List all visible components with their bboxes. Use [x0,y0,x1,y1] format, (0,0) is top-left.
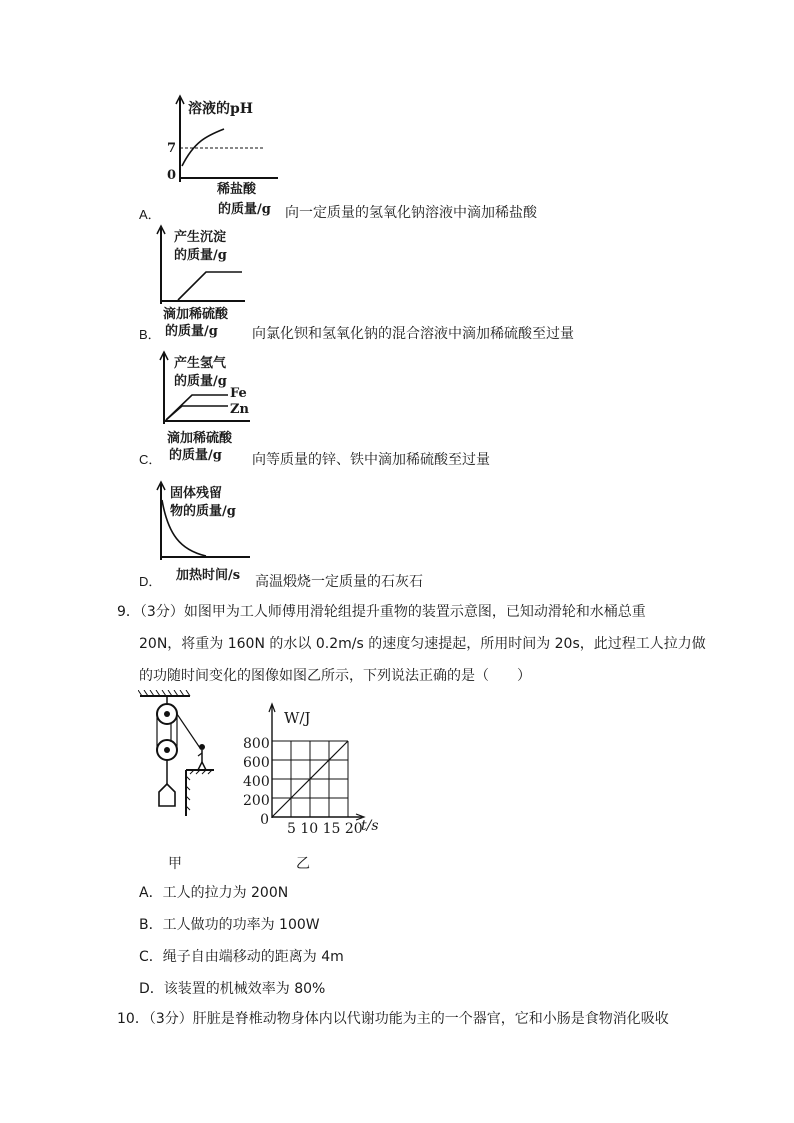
y-tick-600: 600 [243,755,270,771]
graph-c-x-label-2: 的质量/g [169,448,222,463]
graph-a-x-label-1: 稀盐酸 [217,182,257,197]
question-9-option-a: A．工人的拉力为 200N [139,885,289,901]
option-a-description: 向一定质量的氢氧化钠溶液中滴加稀盐酸 [285,205,537,221]
question-9-line-3: 的功随时间变化的图像如图乙所示，下列说法正确的是（ ） [139,668,531,684]
chart-x-axis-label: t/s [361,818,379,834]
chart-y-axis-label: W/J [284,709,311,727]
graph-b-x-label-2: 的质量/g [165,324,218,339]
graph-b-y-label-1: 产生沉淀 [174,230,227,245]
graph-d-x-label: 加热时间/s [176,568,241,583]
option-b-description: 向氯化钡和氢氧化钠的混合溶液中滴加稀硫酸至过量 [252,326,574,342]
figure-jia-label: 甲 [168,856,182,872]
question-10-line-1: 10．（3分）肝脏是脊椎动物身体内以代谢功能为主的一个器官，它和小肠是食物消化吸收 [117,1011,669,1027]
graph-a-y-label: 溶液的pH [188,101,254,117]
y-tick-200: 200 [243,793,270,809]
graph-c-curve-zn: Zn [230,402,249,417]
question-9-options [139,877,344,1005]
graph-c-y-label-2: 的质量/g [174,374,227,389]
option-c-description: 向等质量的锌、铁中滴加稀硫酸至过量 [252,452,490,468]
option-d-letter: D． [139,574,162,589]
pulley-system-figure [138,690,218,820]
chart-x-ticks: 5 10 15 20 [287,821,363,837]
y-tick-0: 0 [260,812,269,828]
y-tick-400: 400 [243,774,270,790]
graph-a-x-label-2: 的质量/g [218,202,271,217]
question-9-option-b: B．工人做功的功率为 100W [139,917,320,933]
graph-b-y-label-2: 的质量/g [174,248,227,263]
graph-a-origin: 0 [167,168,177,183]
graph-a-y-tick-7: 7 [167,141,177,156]
figure-yi-label: 乙 [296,856,310,872]
graph-d-y-label-1: 固体残留 [170,486,223,501]
question-9-line-1: 9．（3分）如图甲为工人师傅用滑轮组提升重物的装置示意图，已知动滑轮和水桶总重 [117,604,646,620]
option-a-letter: A． [139,207,161,222]
graph-b-x-label-1: 滴加稀硫酸 [163,307,229,322]
option-c-letter: C． [139,452,162,467]
graph-c-curve-fe: Fe [230,386,247,401]
option-d-description: 高温煅烧一定质量的石灰石 [255,574,423,590]
graph-c-y-label-1: 产生氢气 [174,356,227,371]
question-9-line-2: 20N，将重为 160N 的水以 0.2m/s 的速度匀速提起，所用时间为 20s，此过程工人拉力做 [139,636,706,652]
option-b-letter: B． [139,327,161,342]
question-9-option-d: D．该装置的机械效率为 80% [139,981,326,997]
question-9-option-c: C．绳子自由端移动的距离为 4m [139,949,344,965]
y-tick-800: 800 [243,736,270,752]
graph-c-x-label-1: 滴加稀硫酸 [167,431,233,446]
graph-d-y-label-2: 物的质量/g [170,504,236,519]
chart-y-ticks [243,735,269,830]
